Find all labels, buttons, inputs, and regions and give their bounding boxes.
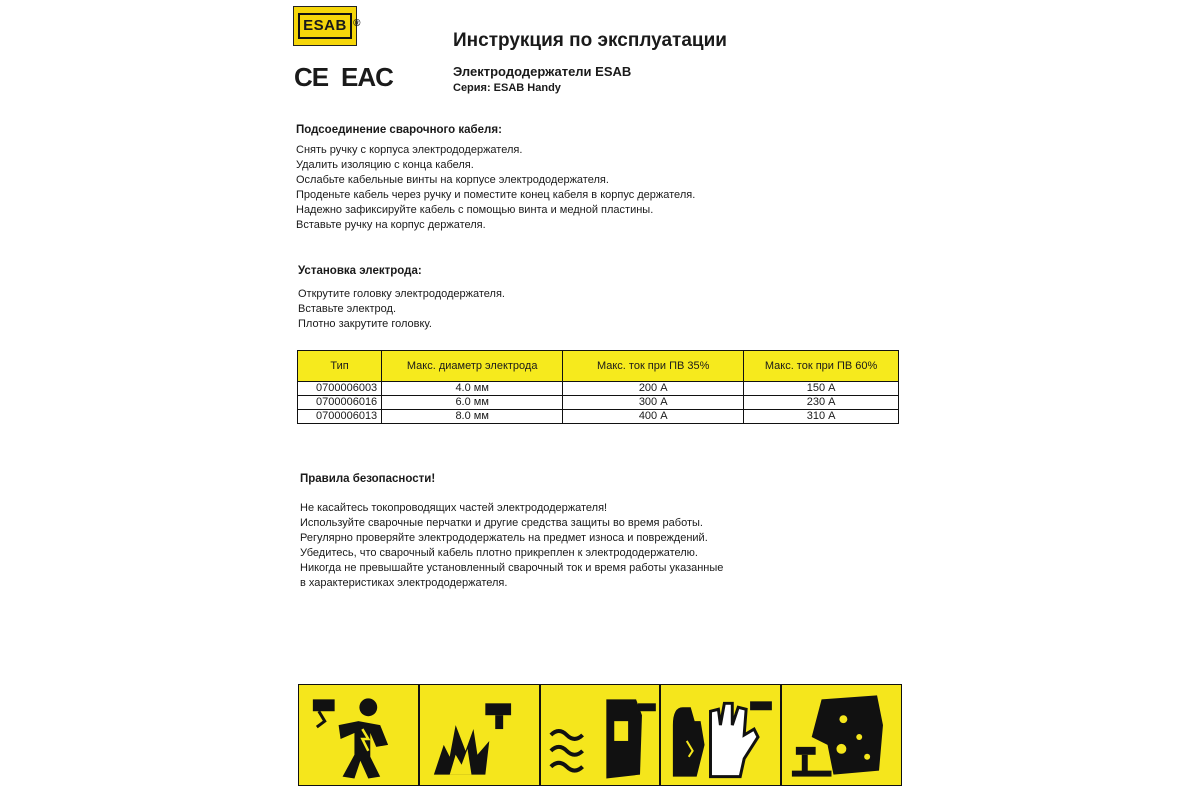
list-item: Надежно зафиксируйте кабель с помощью винта и медной пластины. <box>296 204 654 216</box>
eac-mark: EAC <box>341 62 393 92</box>
table-cell: 310 А <box>744 410 899 424</box>
table-row <box>298 396 899 410</box>
electrode-section-heading: Установка электрода: <box>298 265 422 277</box>
list-item: Открутите головку электрододержателя. <box>298 288 505 300</box>
list-item: Никогда не превышайте установленный сварочный ток и время работы указанные <box>300 562 724 574</box>
table-cell: 150 А <box>744 382 899 396</box>
table-cell: 400 А <box>563 410 744 424</box>
table-cell: 8.0 мм <box>382 410 563 424</box>
table-cell: 4.0 мм <box>382 382 563 396</box>
list-item: Убедитесь, что сварочный кабель плотно прикреплен к электрододержателю. <box>300 547 698 559</box>
document-title: Инструкция по эксплуатации <box>453 30 727 51</box>
cable-section-heading: Подсоединение сварочного кабеля: <box>296 124 502 136</box>
table-cell: 230 А <box>744 396 899 410</box>
table-cell: 300 А <box>563 396 744 410</box>
fumes-welding-mask-icon <box>541 685 662 785</box>
esab-logo <box>293 6 361 46</box>
table-header: Макс. ток при ПВ 60% <box>744 351 899 382</box>
ce-mark: CE <box>294 62 329 92</box>
list-item: Регулярно проверяйте электрододержатель на предмет износа и повреждений. <box>300 532 708 544</box>
table-row <box>298 410 899 424</box>
table-cell: 0700006016 <box>298 396 382 410</box>
table-cell: 0700006013 <box>298 410 382 424</box>
safety-section-list <box>300 501 723 591</box>
table-header-row <box>298 351 899 382</box>
welding-gloves-icon <box>661 685 782 785</box>
electric-shock-icon <box>299 685 420 785</box>
document-subtitle: Электрододержатели ESAB <box>453 64 632 79</box>
list-item: Плотно закрутите головку. <box>298 318 432 330</box>
list-item: Снять ручку с корпуса электрододержателя. <box>296 144 523 156</box>
safety-section-heading: Правила безопасности! <box>300 473 436 485</box>
table-cell: 0700006003 <box>298 382 382 396</box>
table-header: Макс. диаметр электрода <box>382 351 563 382</box>
electrode-section-list <box>298 287 505 332</box>
logo-text: ESAB <box>303 17 347 34</box>
table-header: Макс. ток при ПВ 35% <box>563 351 744 382</box>
table-cell: 200 А <box>563 382 744 396</box>
list-item: Используйте сварочные перчатки и другие средства защиты во время работы. <box>300 517 703 529</box>
product-series: Серия: ESAB Handy <box>453 82 561 94</box>
fire-hazard-icon <box>420 685 541 785</box>
list-item: Проденьте кабель через ручку и поместите конец кабеля в корпус держателя. <box>296 189 696 201</box>
safety-pictograms <box>298 684 902 786</box>
table-cell: 6.0 мм <box>382 396 563 410</box>
specs-table <box>297 350 899 424</box>
list-item: Удалить изоляцию с конца кабеля. <box>296 159 474 171</box>
table-header: Тип <box>298 351 382 382</box>
list-item: Не касайтесь токопроводящих частей электрододержателя! <box>300 502 608 514</box>
list-item: Ослабьте кабельные винты на корпусе электрододержателя. <box>296 174 609 186</box>
list-item: Вставьте ручку на корпус держателя. <box>296 219 486 231</box>
hot-debris-icon <box>782 685 901 785</box>
list-item: в характеристиках электрододержателя. <box>300 577 508 589</box>
list-item: Вставьте электрод. <box>298 303 397 315</box>
registered-mark: ® <box>353 18 361 29</box>
cable-section-list <box>296 143 695 233</box>
table-row <box>298 382 899 396</box>
